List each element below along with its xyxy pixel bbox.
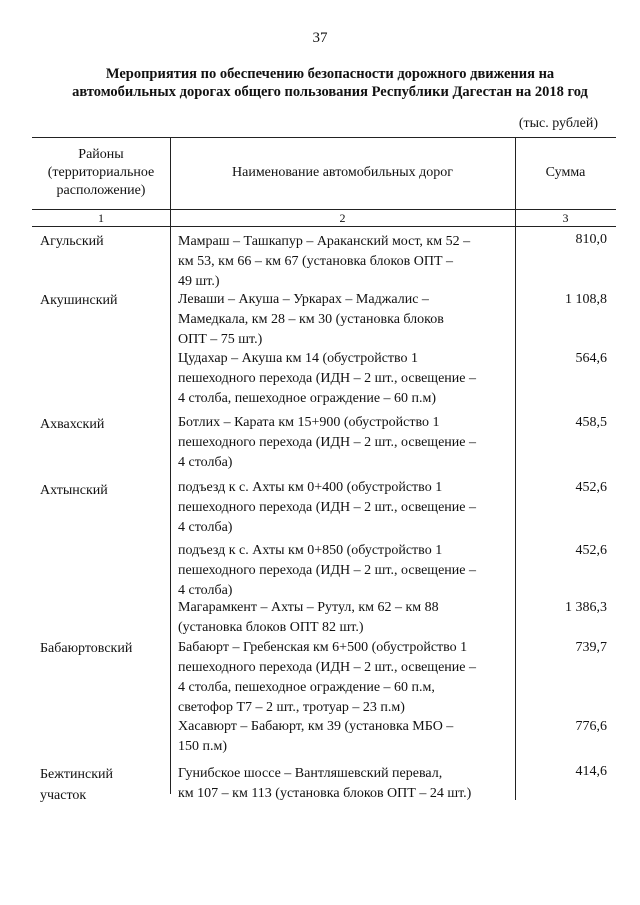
road-cell: Бабаюрт – Гребенская км 6+500 (обустройство 1 пешеходного перехода (ИДН – 2 шт., освещение – 4 столба, пешеходное ограждение – 60 п.м, светофор Т7 – 2 шт., тротуар – 23 п.м) [178, 640, 476, 715]
road-cell: Цудахар – Акуша км 14 (обустройство 1 пешеходного перехода (ИДН – 2 шт., освещение – 4 столба, пешеходное ограждение – 60 п.м) [178, 351, 476, 406]
unit-label: (тыс. рублей) [518, 116, 598, 131]
sum-cell: 776,6 [575, 719, 607, 734]
district-cell: Агульский [40, 234, 104, 249]
column-number-1: 1 [98, 211, 104, 225]
district-cell: Ахтынский [40, 483, 108, 498]
sum-cell: 564,6 [575, 351, 607, 366]
road-cell: Леваши – Акуша – Уркарах – Маджалис – Мамедкала, км 28 – км 30 (установка блоков ОПТ – 75 шт.) [178, 292, 444, 347]
header-sum: Сумма [545, 165, 586, 180]
sum-cell: 414,6 [575, 764, 607, 779]
sum-cell: 1 108,8 [565, 292, 607, 307]
sum-cell: 458,5 [575, 415, 607, 430]
sum-cell: 810,0 [575, 232, 607, 247]
number-row-divider [32, 226, 616, 227]
sum-cell: 452,6 [575, 543, 607, 558]
document-title [60, 65, 600, 101]
title-line-1: Мероприятия по обеспечению безопасности дорожного движения на [105, 66, 555, 82]
road-cell: Хасавюрт – Бабаюрт, км 39 (установка МБО – 150 п.м) [178, 719, 454, 754]
table-top-border [32, 137, 616, 138]
sum-cell: 452,6 [575, 480, 607, 495]
road-cell: подъезд к с. Ахты км 0+850 (обустройство 1 пешеходного перехода (ИДН – 2 шт., освещение – 4 столба) [178, 543, 476, 598]
road-cell: Мамраш – Ташкапур – Араканский мост, км 52 – км 53, км 66 – км 67 (установка блоков ОПТ – 49 шт.) [178, 234, 471, 289]
page-number: 37 [312, 30, 328, 46]
column-divider-2-body [515, 226, 516, 800]
header-divider [32, 209, 616, 210]
header-district: Районы (территориальное расположение) [47, 147, 155, 198]
sum-cell: 739,7 [575, 640, 607, 655]
district-cell: Бежтинский участок [40, 767, 114, 803]
district-cell: Ахвахский [40, 417, 105, 432]
district-cell: Бабаюртовский [40, 641, 133, 656]
title-line-2: автомобильных дорогах общего пользования Республики Дагестан на 2018 год [72, 84, 588, 100]
column-divider-1-body [170, 226, 171, 794]
road-cell: Гунибское шоссе – Вантляшевский перевал, км 107 – км 113 (установка блоков ОПТ – 24 шт.) [178, 766, 472, 801]
header-road: Наименование автомобильных дорог [232, 165, 453, 180]
road-cell: Ботлих – Карата км 15+900 (обустройство 1 пешеходного перехода (ИДН – 2 шт., освещение – 4 столба) [178, 415, 476, 470]
road-cell: подъезд к с. Ахты км 0+400 (обустройство 1 пешеходного перехода (ИДН – 2 шт., освещение – 4 столба) [178, 480, 476, 535]
road-cell: Магарамкент – Ахты – Рутул, км 62 – км 88 (установка блоков ОПТ 82 шт.) [178, 600, 439, 635]
sum-cell: 1 386,3 [565, 600, 607, 615]
column-number-3: 3 [562, 211, 569, 225]
district-cell: Акушинский [40, 293, 118, 308]
column-number-2: 2 [339, 211, 346, 225]
